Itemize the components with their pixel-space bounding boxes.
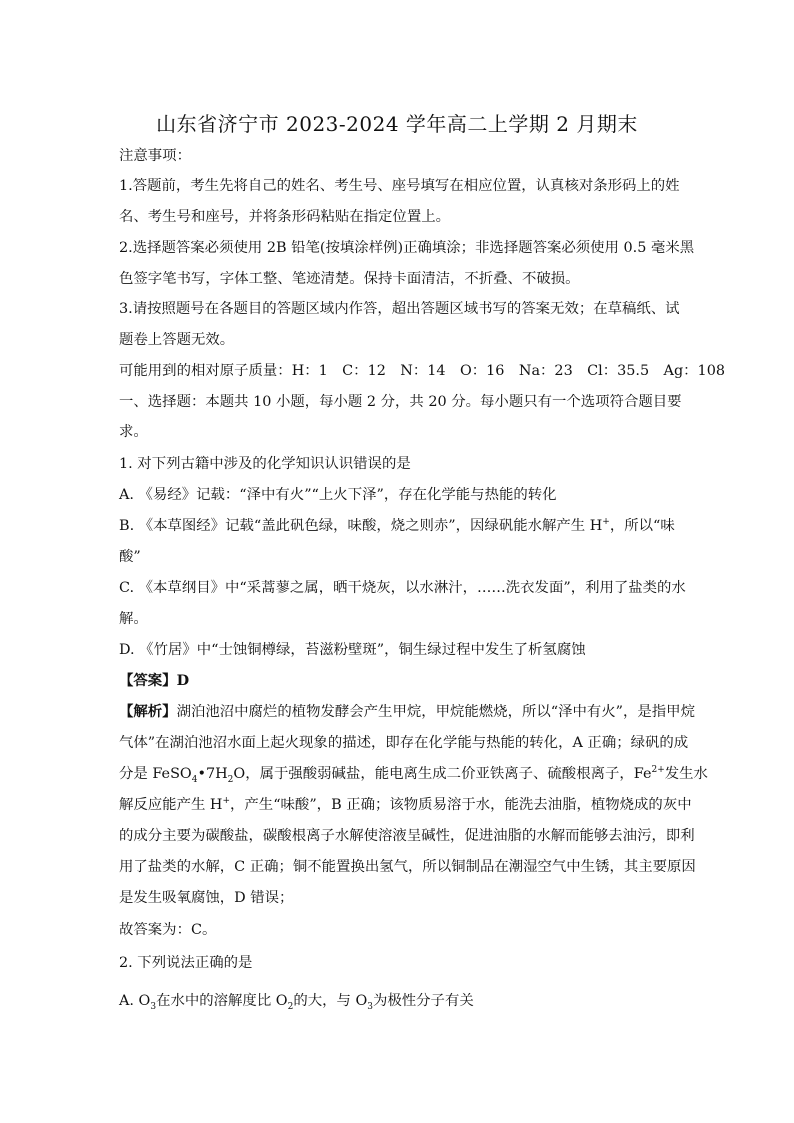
atomic-masses: 可能用到的相对原子质量：H：1 C：12 N：14 O：16 Na：23 Cl：35.5 Ag：108 <box>119 363 726 379</box>
question-2-option-a <box>119 991 689 1011</box>
option-a-text: 的大，与 O <box>293 993 368 1009</box>
analysis-line-1 <box>119 702 695 722</box>
analysis-line-2: 气体”在湖泊池沼水面上起火现象的描述，即存在化学能与热能的转化，A 正确；绿矾的成 <box>119 735 689 751</box>
question-1-option-a: A. 《易经》记载：“泽中有火”“上火下泽”，存在化学能与热能的转化 <box>119 487 557 503</box>
analysis-text: 分是 FeSO <box>119 766 192 782</box>
analysis-text: ，产生“味酸”，B 正确；该物质易溶于水，能洗去油脂，植物烧成的灰中 <box>230 797 692 813</box>
option-a-text: A. O <box>119 993 151 1009</box>
subscript: 3 <box>367 1001 373 1012</box>
option-b-text-end: ，所以“味 <box>609 518 675 534</box>
notice-1-line-1: 1.答题前，考生先将自己的姓名、考生号、座号填写在相应位置，认真核对条形码上的姓 <box>119 178 680 194</box>
analysis-line-3 <box>119 764 708 785</box>
analysis-text: •7H <box>197 766 228 782</box>
analysis-text: 发生水 <box>664 766 708 782</box>
superscript: + <box>222 796 231 807</box>
subscript: 3 <box>150 1001 157 1012</box>
notice-2-line-1: 2.选择题答案必须使用 2B 铅笔(按填涂样例)正确填涂；非选择题答案必须使用 0.5 毫米黑 <box>119 240 695 256</box>
analysis-line-4 <box>119 795 692 815</box>
notice-3-line-2: 题卷上答题无效。 <box>119 332 235 348</box>
analysis-line-5: 的成分主要为碳酸盐，碳酸根离子水解使溶液呈碱性，促进油脂的水解而能够去油污，即利 <box>119 828 695 844</box>
notice-3-line-1: 3.请按照题号在各题目的答题区域内作答，超出答题区域书写的答案无效；在草稿纸、试 <box>119 301 680 317</box>
analysis-line-7: 是发生吸氧腐蚀，D 错误； <box>119 890 294 906</box>
question-1-answer: 【答案】D <box>119 672 190 689</box>
analysis-line-6: 用了盐类的水解，C 正确；铜不能置换出氢气，所以铜制品在潮湿空气中生锈，其主要原因 <box>119 859 696 875</box>
analysis-text: O，属于强酸弱碱盐，能电离生成二价亚铁离子、硫酸根离子，Fe <box>233 766 652 782</box>
subscript: 2 <box>287 1001 294 1012</box>
h-plus-superscript: + <box>602 517 610 528</box>
conclusion: 故答案为：C。 <box>119 922 217 938</box>
analysis-text: 解反应能产生 H <box>119 797 223 813</box>
section-1-heading-line-2: 求。 <box>119 424 148 440</box>
section-1-heading-line-1: 一、选择题：本题共 10 小题，每小题 2 分，共 20 分。每小题只有一个选项符合题目要 <box>119 394 682 410</box>
subscript: 4 <box>191 774 198 785</box>
notice-heading: 注意事项： <box>119 148 191 164</box>
option-a-text: 在水中的溶解度比 O <box>156 993 288 1009</box>
notice-1-line-2: 名、考生号和座号，并将条形码粘贴在指定位置上。 <box>119 209 450 225</box>
option-a-text: 为极性分子有关 <box>372 993 474 1009</box>
question-2-stem: 2. 下列说法正确的是 <box>119 955 253 971</box>
superscript: 2+ <box>651 765 665 776</box>
question-1-option-c-line-2: 解。 <box>119 611 148 627</box>
question-1-option-d: D. 《竹居》中“士蚀铜樽绿，苔滋粉壁斑”，铜生绿过程中发生了析氢腐蚀 <box>119 642 586 658</box>
analysis-label: 【解析】 <box>119 703 177 720</box>
notice-2-line-2: 色签字笔书写，字体工整、笔迹清楚。保持卡面清洁，不折叠、不破损。 <box>119 271 580 287</box>
subscript: 2 <box>227 774 234 785</box>
question-1-option-c-line-1: C. 《本草纲目》中“采蒿蓼之属，晒干烧灰，以水淋汁，……洗衣发面”，利用了盐类的水 <box>119 580 686 596</box>
option-b-text: B. 《本草图经》记载“盖此矾色绿，味酸，烧之则赤”，因绿矾能水解产生 H <box>119 518 603 534</box>
question-1-stem: 1. 对下列古籍中涉及的化学知识认识错误的是 <box>119 456 411 472</box>
document-title: 山东省济宁市 2023-2024 学年高二上学期 2 月期末 <box>156 112 638 136</box>
question-1-option-b-line-2: 酸” <box>119 549 141 565</box>
analysis-text: 湖泊池沼中腐烂的植物发酵会产生甲烷，甲烷能燃烧，所以“泽中有火”，是指甲烷 <box>176 704 695 720</box>
question-1-option-b-line-1 <box>119 516 689 536</box>
